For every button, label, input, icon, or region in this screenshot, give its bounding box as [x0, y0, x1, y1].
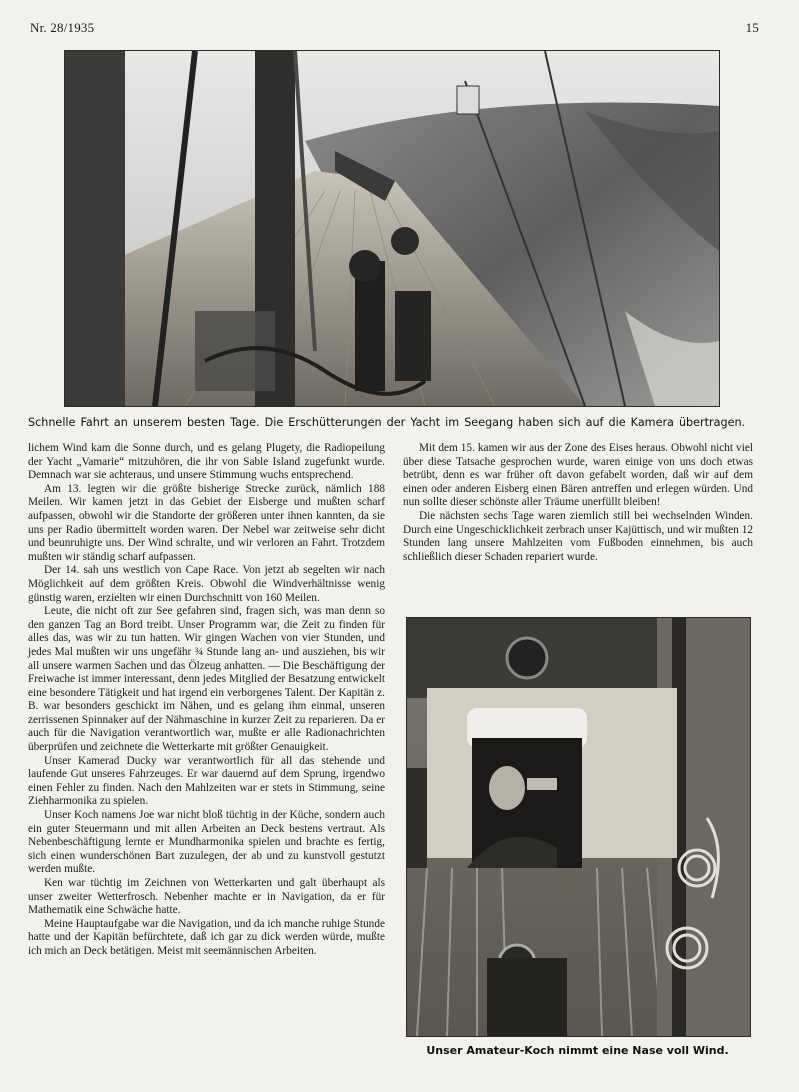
- page-number: 15: [745, 20, 759, 35]
- left-text-column: [28, 442, 385, 959]
- paragraph: Die nächsten sechs Tage waren ziemlich still bei wechselnden Winden. Durch eine Ungeschicklichkeit zerbrach unser Kajüttisch, und wir mußten 12 Stunden lang unsere Mahlzeiten vom Fußboden einnehmen, bis auch schließlich dieser Schaden repariert wurde.: [403, 509, 753, 563]
- paragraph: Der 14. sah uns westlich von Cape Race. Von jetzt ab segelten wir nach Möglichkeit auf dem größten Kreis. Obwohl die Windverhältnisse wenig günstig waren, erzielten wir einen Durchschnitt von 160 Meilen.: [28, 564, 385, 604]
- paragraph: lichem Wind kam die Sonne durch, und es gelang Plugety, die Radiopeilung der Yacht „Vamarie“ mitzuhören, die ihr von Sable Island zugefunkt wurde. Demnach war sie achteraus, und unsere Stimmung wuchs entsprechend.: [28, 442, 385, 482]
- issue-number: Nr. 28/1935: [30, 20, 95, 35]
- photo-amateur-cook-in-hatch: [406, 617, 751, 1037]
- paragraph: Meine Hauptaufgabe war die Navigation, und da ich manche ruhige Stunde hatte und der Kapitän befürchtete, daß ich gar zu dick werden würde, mußte ich mich an Deck betätigen. Meist mit seemännischen Arbeiten.: [28, 917, 385, 957]
- paragraph: Am 13. legten wir die größte bisherige Strecke zurück, nämlich 188 Meilen. Wir kamen jetzt in das Gebiet der Eisberge und mußten scharf aufpassen, obwohl wir die Standorte der größeren unter ihnen kannten, da sie uns per Radio übermittelt worden waren. Der Nebel war zeitweise sehr dicht und beunruhigte uns. Der Wind schralte, und wir verloren an Fahrt. Trotzdem mußten wir ständig scharf aufpassen.: [28, 482, 385, 563]
- paragraph: Mit dem 15. kamen wir aus der Zone des Eises heraus. Obwohl nicht viel über diese Tatsache gesprochen wurde, waren einige von uns doch etwas betrübt, denn es war früher oft davon gefabelt worden, daß wir auf dem einen oder anderen Eisberg einen Bären antreffen und erlegen würden. Und nun sollte dieser schönste aller Träume unerfüllt bleiben!: [403, 442, 753, 509]
- top-photo-caption: Schnelle Fahrt an unserem besten Tage. Die Erschütterungen der Yacht im Seegang haben sich auf die Kamera übertragen.: [28, 416, 746, 429]
- side-photo-caption: Unser Amateur-Koch nimmt eine Nase voll Wind.: [426, 1044, 729, 1057]
- paragraph: Unser Kamerad Ducky war verantwortlich für all das stehende und laufende Gut unseres Fahrzeuges. Er war dauernd auf dem Sprung, irgendwo einen Fehler zu finden. Nach den Mahlzeiten war er stets in Stimmung, seine Ziehharmonika zu spielen.: [28, 754, 385, 808]
- photo-yacht-deck-at-sea: [64, 50, 720, 407]
- paragraph: Ken war tüchtig im Zeichnen von Wetterkarten und galt überhaupt als unser zweiter Wetterfrosch. Nebenher machte er in Navigation, da er für Mathematik eine Schwäche hatte.: [28, 877, 385, 917]
- paragraph: Unser Koch namens Joe war nicht bloß tüchtig in der Küche, sondern auch ein guter Steuermann und mit allen Arbeiten an Deck bestens vertraut. Als Nebenbeschäftigung lernte er Mundharmonika spielen und brachte es fertig, sich einen wunderschönen Bart zuzulegen, der ab und zu kunstvoll gestutzt werden mußte.: [28, 809, 385, 876]
- paragraph: Leute, die nicht oft zur See gefahren sind, fragen sich, was man denn so den ganzen Tag an Bord treibt. Unser Programm war, die Zeit zu finden für alles das, was wir zu tun hatten. Wir gingen Wachen von vier Stunden, und jedes Mal mußten wir uns ungefähr ¾ Stunde lang an- und ausziehen, bis wir all unsere warmen Sachen und das Ölzeug anhatten. — Die Beschäftigung der Freiwache ist immer interessant, denn jedes Mitglied der Besatzung entwickelt eine besondere Tätigkeit und hat irgend ein verborgenes Talent. Der Kapitän z. B. war besonders geschickt im Nähen, und es gelang ihm einmal, unseren zerrissenen Spinnaker auf der Nähmaschine in kurzer Zeit zu reparieren. Da er auch für die Navigation verantwortlich war, mußte er alle Radionachrichten überprüfen und zeichnete die Wetterkarte mit größter Genauigkeit.: [28, 605, 385, 754]
- right-text-column: [403, 442, 753, 564]
